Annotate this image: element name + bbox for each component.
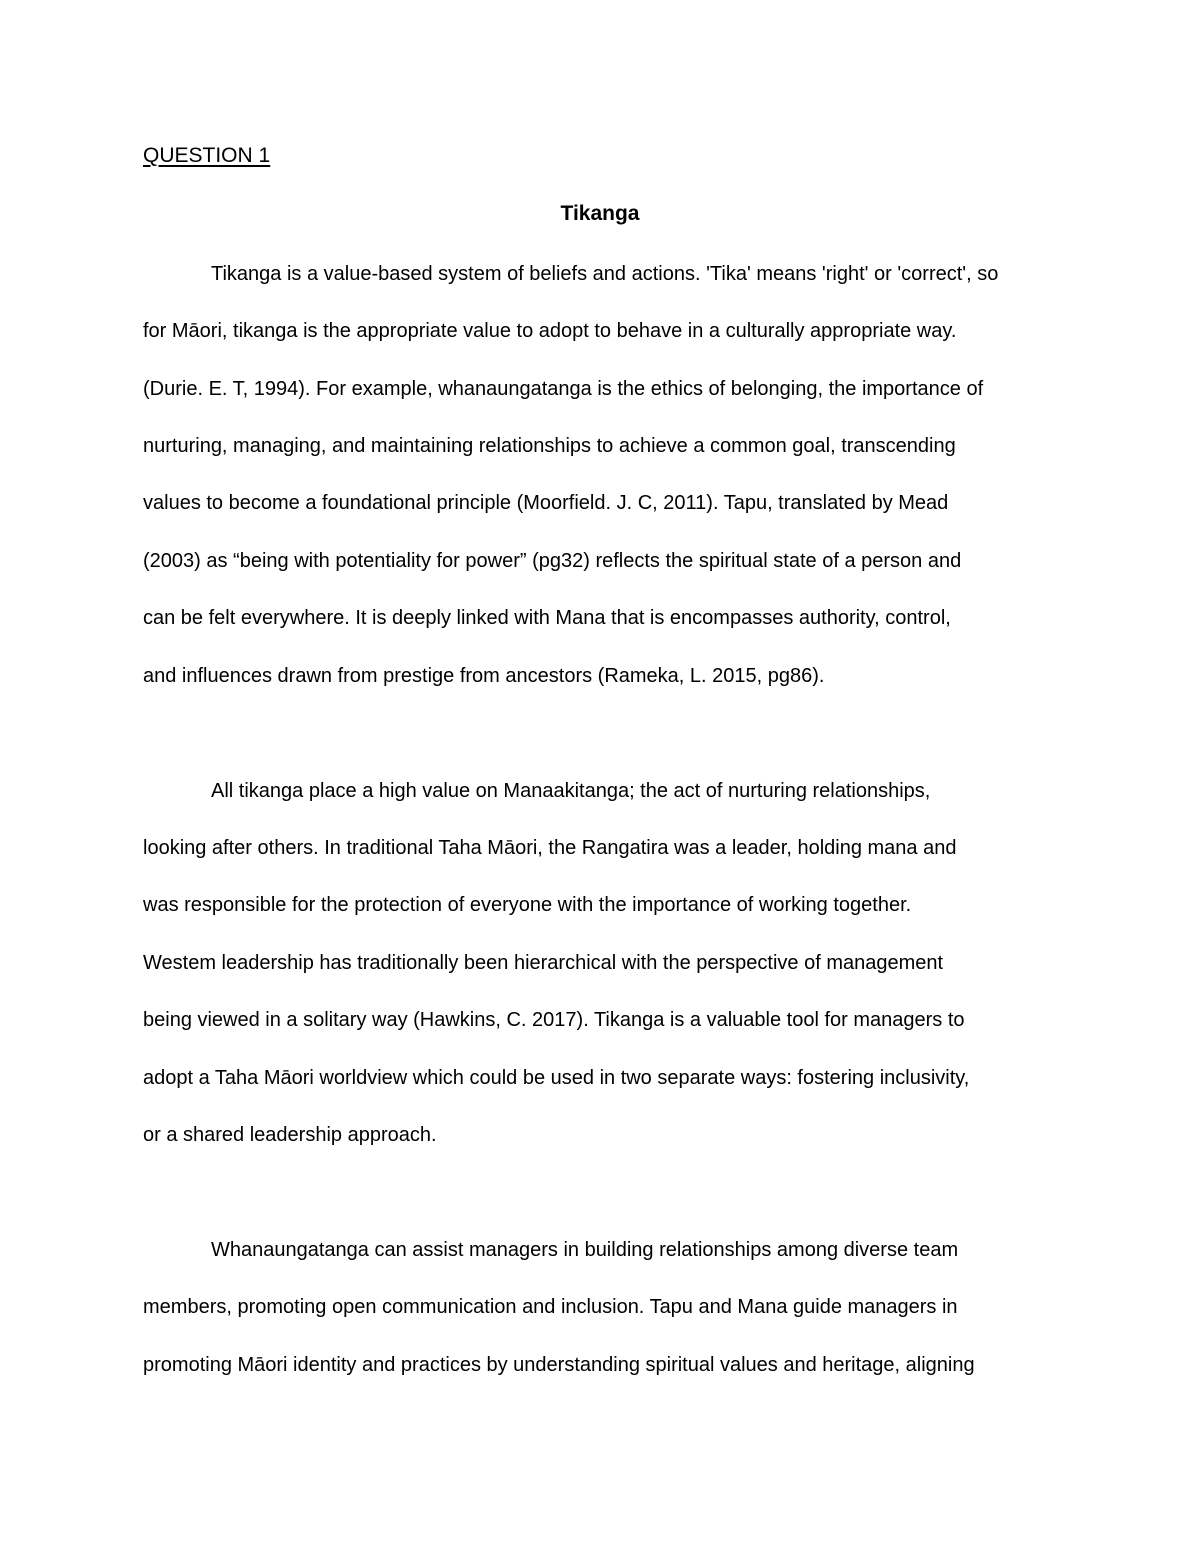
paragraph-line: or a shared leadership approach. [143, 1124, 437, 1146]
paragraph-line: adopt a Taha Māori worldview which could be used in two separate ways: fostering inclusivity, [143, 1067, 970, 1089]
paragraph-line: looking after others. In traditional Taha Māori, the Rangatira was a leader, holding mana and [143, 837, 957, 859]
paragraph-line: Tikanga is a value-based system of beliefs and actions. 'Tika' means 'right' or 'correct', so [211, 263, 999, 285]
paragraph-line: Whanaungatanga can assist managers in building relationships among diverse team [211, 1239, 959, 1261]
paragraph-line: was responsible for the protection of everyone with the importance of working together. [143, 894, 912, 916]
paragraph-line: members, promoting open communication and inclusion. Tapu and Mana guide managers in [143, 1296, 958, 1318]
paragraph-line: Westem leadership has traditionally been hierarchical with the perspective of management [143, 952, 944, 974]
paragraph-line: and influences drawn from prestige from ancestors (Rameka, L. 2015, pg86). [143, 665, 825, 687]
question-heading: QUESTION 1 [143, 144, 271, 167]
paragraph-line: (2003) as “being with potentiality for power” (pg32) reflects the spiritual state of a person and [143, 550, 962, 572]
paragraph-line: values to become a foundational principle (Moorfield. J. C, 2011). Tapu, translated by Mead [143, 492, 949, 514]
paragraph-line: promoting Māori identity and practices by understanding spiritual values and heritage, aligning [143, 1354, 975, 1376]
paragraph-line: can be felt everywhere. It is deeply linked with Mana that is encompasses authority, control, [143, 607, 951, 629]
document-title: Tikanga [560, 202, 640, 225]
paragraph-line: (Durie. E. T, 1994). For example, whanaungatanga is the ethics of belonging, the importance of [143, 378, 984, 400]
paragraph-line: nurturing, managing, and maintaining relationships to achieve a common goal, transcending [143, 435, 956, 457]
paragraph-line: All tikanga place a high value on Manaakitanga; the act of nurturing relationships, [211, 780, 931, 802]
paragraph-line: for Māori, tikanga is the appropriate value to adopt to behave in a culturally appropriate way. [143, 320, 957, 342]
paragraph-line: being viewed in a solitary way (Hawkins, C. 2017). Tikanga is a valuable tool for managers to [143, 1009, 965, 1031]
